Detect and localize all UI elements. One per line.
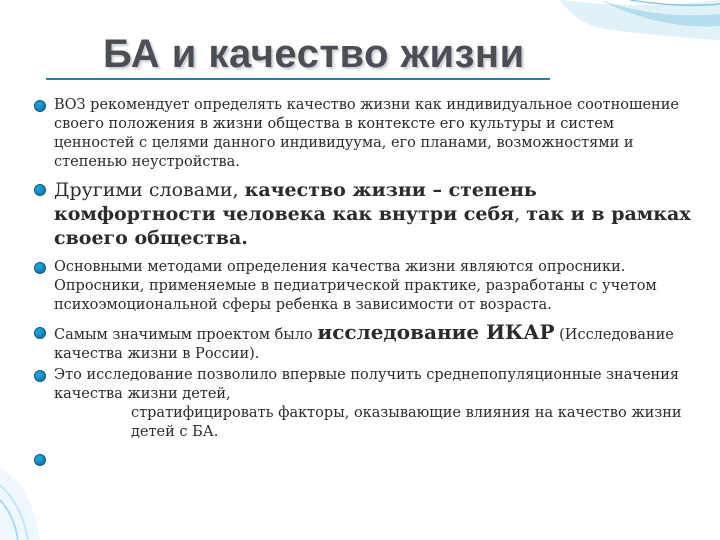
bullet-dot-icon xyxy=(34,262,46,274)
bullet-prefix: Самым значимым проектом было xyxy=(54,327,318,343)
bullet-bold-definition: качество жизни – степень комфортности человека как внутри себя xyxy=(54,179,537,225)
bullet-dot-icon xyxy=(34,370,46,382)
bullet-line-1: Это исследование позволило впервые получить среднепопуляционные значения качества жизни детей, xyxy=(54,367,680,402)
bullet-methods xyxy=(34,258,694,315)
bullet-dot-icon xyxy=(34,327,46,339)
bullet-line-2: стратифицировать факторы, оказывающие влияния на качество жизни детей с БА. xyxy=(131,405,682,440)
slide-title: БА и качество жизни xyxy=(103,32,525,76)
bullet-ikar-project xyxy=(34,320,694,364)
bullet-separator: , xyxy=(514,203,527,225)
bullet-dot-icon xyxy=(34,184,46,196)
bullet-dot-icon xyxy=(34,454,46,466)
bullet-list xyxy=(34,96,694,469)
title-underline xyxy=(46,78,550,80)
bullet-text: ВОЗ рекомендует определять качество жизни как индивидуальное соотношение своего положения в жизни общества в контексте его культуры и систем ценностей с целями данного индивидуума, его планами, возможностями и степенью неустройства. xyxy=(54,97,679,170)
bullet-study-results xyxy=(34,366,694,442)
bullet-text: Основными методами определения качества жизни являются опросники. Опросники, применяемые в педиатрической практике, разработаны с учетом психоэмоциональной сферы ребенка в зависимости от возраста. xyxy=(54,259,657,313)
bullet-in-other-words xyxy=(34,178,694,250)
bullet-dot-icon xyxy=(34,100,46,112)
bullet-suffix: (Исследование качества жизни в России). xyxy=(54,327,674,362)
bullet-prefix: Другими словами, xyxy=(54,179,245,201)
bullet-empty xyxy=(34,450,694,469)
bullet-emphasis-ikar: исследование ИКАР xyxy=(317,320,555,344)
bullet-bold-society: так и в рамках своего общества. xyxy=(54,203,691,249)
bullet-who-definition xyxy=(34,96,694,172)
